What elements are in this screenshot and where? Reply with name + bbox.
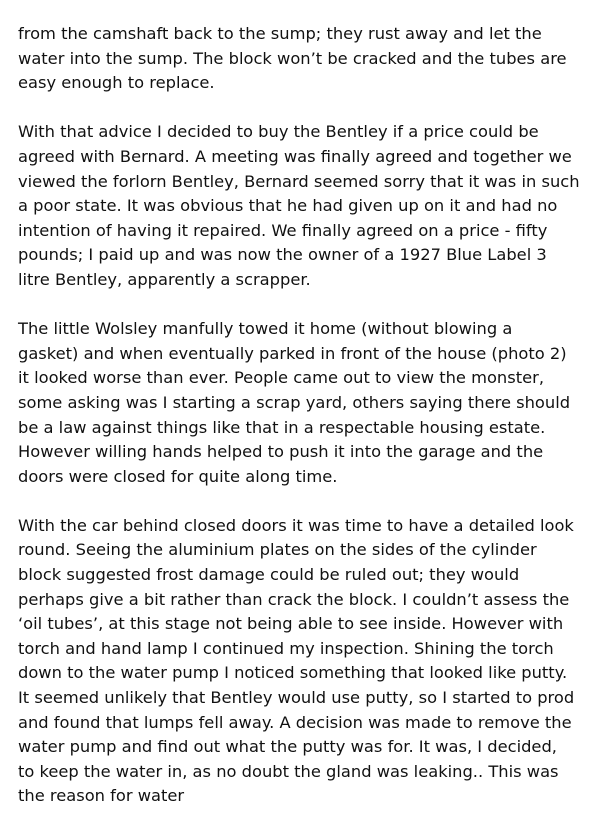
text-line: doors were closed for quite along time.: [18, 466, 338, 486]
text-line: down to the water pump I noticed something that looked like putty.: [18, 663, 568, 683]
text-line: viewed the forlorn Bentley, Bernard seemed sorry that it was in such: [18, 171, 580, 191]
text-line: agreed with Bernard. A meeting was finally agreed and together we: [18, 146, 572, 166]
text-line: ‘oil tubes’, at this stage not being able to see inside. However with: [18, 614, 564, 634]
text-line: the reason for water: [18, 786, 185, 806]
text-line: a poor state. It was obvious that he had given up on it and had no: [18, 196, 558, 216]
text-line: round. Seeing the aluminium plates on the sides of the cylinder: [18, 540, 537, 560]
text-line: and found that lumps fell away. A decision was made to remove the: [18, 712, 572, 732]
text-line: gasket) and when eventually parked in front of the house (photo 2): [18, 343, 567, 363]
paragraph-1: [18, 22, 584, 96]
text-line: easy enough to replace.: [18, 73, 215, 93]
text-line: it looked worse than ever. People came out to view the monster,: [18, 368, 544, 388]
text-line: The little Wolsley manfully towed it home (without blowing a: [18, 319, 513, 339]
text-line: pounds; I paid up and was now the owner of a 1927 Blue Label 3: [18, 245, 547, 265]
text-line: With that advice I decided to buy the Bentley if a price could be: [18, 122, 539, 142]
text-line: However willing hands helped to push it into the garage and the: [18, 442, 544, 462]
text-line: to keep the water in, as no doubt the gland was leaking.. This was: [18, 761, 559, 781]
text-line: perhaps give a bit rather than crack the block. I couldn’t assess the: [18, 589, 570, 609]
text-line: It seemed unlikely that Bentley would use putty, so I started to prod: [18, 688, 575, 708]
text-line: litre Bentley, apparently a scrapper.: [18, 269, 311, 289]
text-line: block suggested frost damage could be ruled out; they would: [18, 565, 520, 585]
paragraph-2: [18, 120, 584, 292]
text-line: water pump and find out what the putty was for. It was, I decided,: [18, 737, 557, 757]
paragraph-4: [18, 514, 584, 809]
text-line: be a law against things like that in a respectable housing estate.: [18, 417, 546, 437]
text-line: from the camshaft back to the sump; they rust away and let the: [18, 24, 542, 43]
text-line: torch and hand lamp I continued my inspection. Shining the torch: [18, 638, 554, 658]
paragraph-3: [18, 317, 584, 489]
text-line: intention of having it repaired. We finally agreed on a price - fifty: [18, 220, 548, 240]
text-line: With the car behind closed doors it was time to have a detailed look: [18, 515, 574, 535]
text-line: water into the sump. The block won’t be cracked and the tubes are: [18, 48, 567, 68]
text-line: some asking was I starting a scrap yard, others saying there should: [18, 392, 571, 412]
